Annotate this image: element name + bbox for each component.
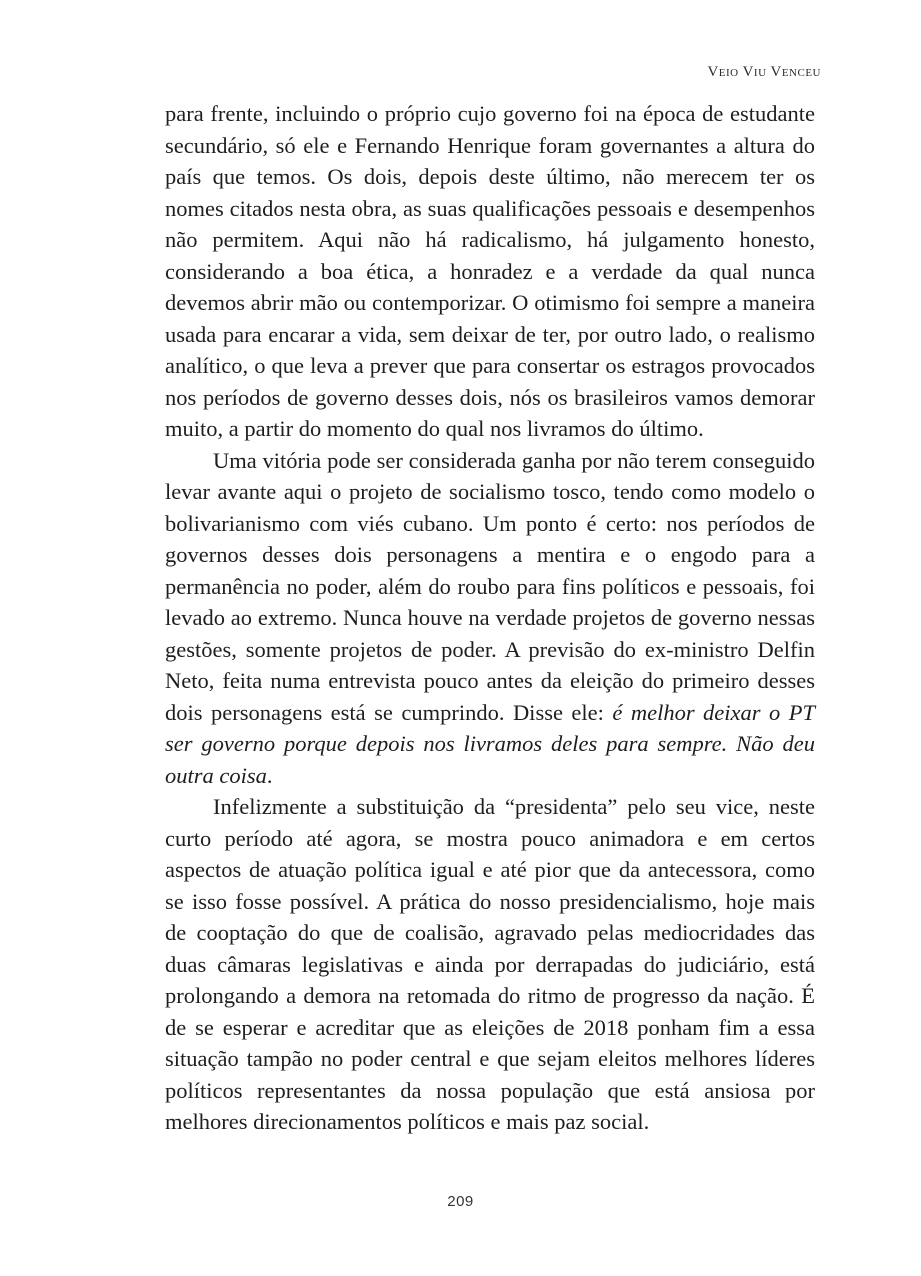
body-text <box>165 98 815 1138</box>
paragraph-3: Infelizmente a substituição da “presidenta” pelo seu vice, neste curto período até agora, se mostra pouco animadora e em certos aspectos de atuação política igual e até pior que da antecessora, como se isso fosse possível. A prática do nosso presidencialismo, hoje mais de cooptação do que de coalisão, agravado pelas mediocridades das duas câmaras legislativas e ainda por derrapadas do judiciário, está prolongando a demora na retomada do ritmo de progresso da nação. É de se esperar e acreditar que as eleições de 2018 ponham fim a essa situação tampão no poder central e que sejam eleitos melhores líderes políticos representantes da nossa população que está ansiosa por melhores direcionamentos políticos e mais paz social. <box>165 794 815 1134</box>
paragraph-2-main: Uma vitória pode ser considerada ganha por não terem conseguido levar avante aqui o projeto de socialismo tosco, tendo como modelo o bolivarianismo com viés cubano. Um ponto é certo: nos períodos de governos desses dois personagens a mentira e o engodo para a permanência no poder, além do roubo para fins políticos e pessoais, foi levado ao extremo. Nunca houve na verdade projetos de governo nessas gestões, somente projetos de poder. A previsão do ex-ministro Delfin Neto, feita numa entrevista pouco antes da eleição do primeiro desses dois personagens está se cumprindo. Disse ele: <box>165 447 815 725</box>
paragraph-2 <box>165 445 815 792</box>
page-number: 209 <box>447 1193 474 1210</box>
paragraph-1: para frente, incluindo o próprio cujo governo foi na época de estudante secundário, só ele e Fernando Henrique foram governantes a altura do país que temos. Os dois, depois deste último, não merecem ter os nomes citados nesta obra, as suas qualificações pessoais e desempenhos não permitem. Aqui não há radicalismo, há julgamento honesto, considerando a boa ética, a honradez e a verdade da qual nunca devemos abrir mão ou contemporizar. O otimismo foi sempre a maneira usada para encarar a vida, sem deixar de ter, por outro lado, o realismo analítico, o que leva a prever que para consertar os estragos provocados nos períodos de governo desses dois, nós os brasileiros vamos demorar muito, a partir do momento do qual nos livramos do último. <box>165 101 815 441</box>
running-header-title: Veio Viu Venceu <box>707 64 821 80</box>
paragraph-2-end: . <box>266 762 273 788</box>
paragraph-2-quote: é melhor deixar o PT ser governo porque depois nos livramos deles para sempre. Não deu outra coisa <box>165 699 816 788</box>
